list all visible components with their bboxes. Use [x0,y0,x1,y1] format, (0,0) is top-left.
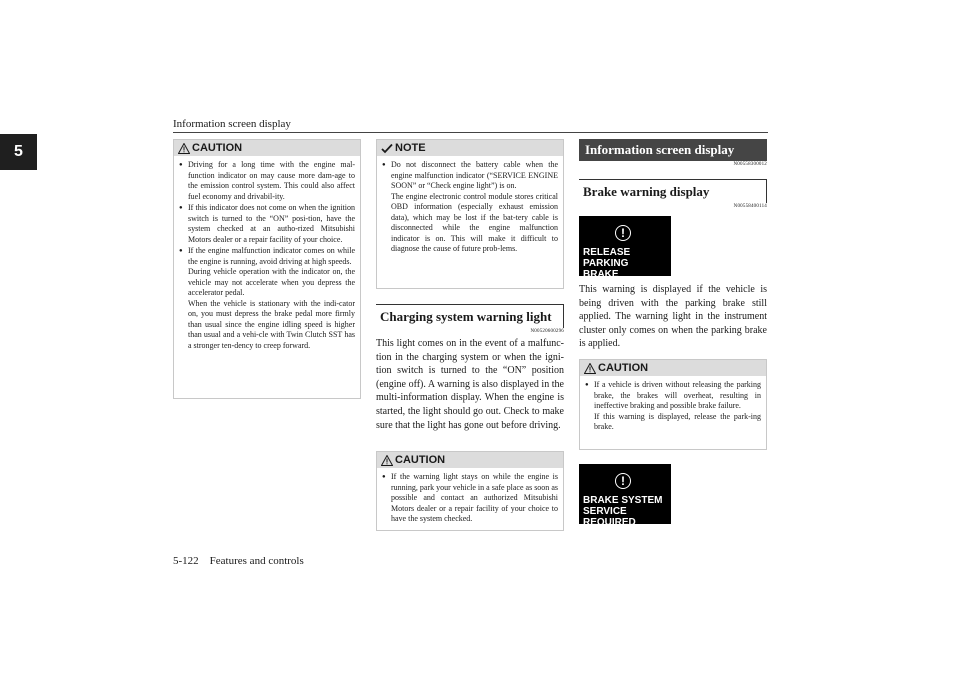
caution-header [174,140,360,156]
section-heading-charging: Charging system warning light [376,304,564,328]
list-item: ● If a vehicle is driven without releasing the parking brake, the brakes will overheat, resulting in ineffective braking and possible brake failure. If this warning is displayed, release the park-ing brake. [585,380,761,433]
caution-body [174,156,360,356]
caution-extra: When the vehicle is stationary with the indi-cator on, you must depress the brake pedal more firmly than usual since the engine idling speed is higher than usual and a vehi-cle with Twin Clutch SST has a stronger ten-dency to creep forward. [188,298,355,350]
list-item: ● If the engine malfunction indicator comes on while the engine is running, avoid driving at high speeds. During vehicle operation with the indicator on, the vehicle may not accelerate when you depress the accelerator pedal. When the vehicle is stationary with the indi-cator on, you must depress the brake pedal more firmly than usual since the engine idling speed is higher than usual and a vehi-cle with Twin Clutch SST has a stronger ten-dency to creep forward. [179,246,355,351]
note-pencil-icon [381,143,393,154]
caution-label: CAUTION [395,454,446,466]
note-extra: The engine electronic control module stores critical OBD information (especially exhaust emission data), which may be lost if the bat-tery cable is disconnected while the engine malfunction indicator is on. This will make it difficult to diagnose the cause of future prob-lems. [391,191,558,253]
document-code: N00558300012 [733,162,767,167]
list-item: ● Driving for a long time with the engine mal-function indicator on may cause more dam-age to the emission control system. This could also affect fuel economy and drivabil-ity. [179,160,355,202]
exclamation-icon: ! [615,473,631,489]
document-code: N00520600296 [530,329,564,334]
document-code: N00558400114 [733,204,767,209]
header-rule [173,132,768,133]
display-line: SERVICE REQUIRED [583,506,636,528]
caution-body [377,468,563,530]
caution-header [580,360,766,376]
note-header [377,140,563,156]
display-line: BRAKE SYSTEM [583,495,663,506]
note-box [376,139,564,289]
caution-box-engine [173,139,361,399]
exclamation-icon: ! [615,225,631,241]
caution-extra: During vehicle operation with the indicator on, the vehicle may not accelerate when you depress the accelerator pedal. [188,267,355,297]
note-body [377,156,563,260]
caution-header [377,452,563,468]
caution-body [580,376,766,438]
caution-extra: If this warning is displayed, release the park-ing brake. [594,411,761,431]
brake-paragraph: This warning is displayed if the vehicle is being driven with the parking brake still applied. The warning light in the instrument cluster only comes on when the parking brake is applied. [579,284,767,350]
section-heading-brake: Brake warning display [579,179,767,203]
caution-label: CAUTION [598,362,649,374]
page-number: 5-122 [173,555,199,567]
brake-system-service-display [579,464,671,528]
caution-label: CAUTION [192,142,243,154]
warning-triangle-icon [381,455,393,466]
caution-box-charging [376,451,564,531]
display-line: BRAKE [583,269,619,280]
section-heading-info-screen: Information screen display [579,139,767,161]
list-item: ● If this indicator does not come on when the ignition switch is turned to the “ON” posi-tion, have the system checked at an autho-rized Mitsubishi Motors dealer or a repair facility of your choice. [179,203,355,245]
display-line: RELEASE PARKING [583,247,631,269]
warning-triangle-icon [178,143,190,154]
warning-triangle-icon [584,363,596,374]
caution-box-brake [579,359,767,450]
page-footer [173,555,304,567]
note-label: NOTE [395,142,426,154]
page-title: Information screen display [173,118,291,130]
charging-paragraph: This light comes on in the event of a malfunc-tion in the charging system or when the igni-tion switch is turned to the “ON” position (engine off). A warning is also displayed in the multi-information display. When the engine is started, the light should go out. Check to make sure that the light has gone out before driving. [376,338,564,431]
list-item: ● If the warning light stays on while the engine is running, park your vehicle in a safe place as soon as possible and contact an authorized Mitsubishi Motors dealer or a repair facility of your choice to have the system checked. [382,472,558,525]
release-parking-brake-display [579,216,671,280]
footer-section: Features and controls [209,555,304,567]
list-item: ● Do not disconnect the battery cable when the engine malfunction indicator (“SERVICE ENGINE SOON” or “Check engine light”) is on. The engine electronic control module stores critical OBD information (especially exhaust emission data), which may be lost if the bat-tery cable is disconnected while the engine malfunction indicator is on. This will make it difficult to diagnose the cause of future prob-lems. [382,160,558,255]
section-tab: 5 [0,134,37,170]
